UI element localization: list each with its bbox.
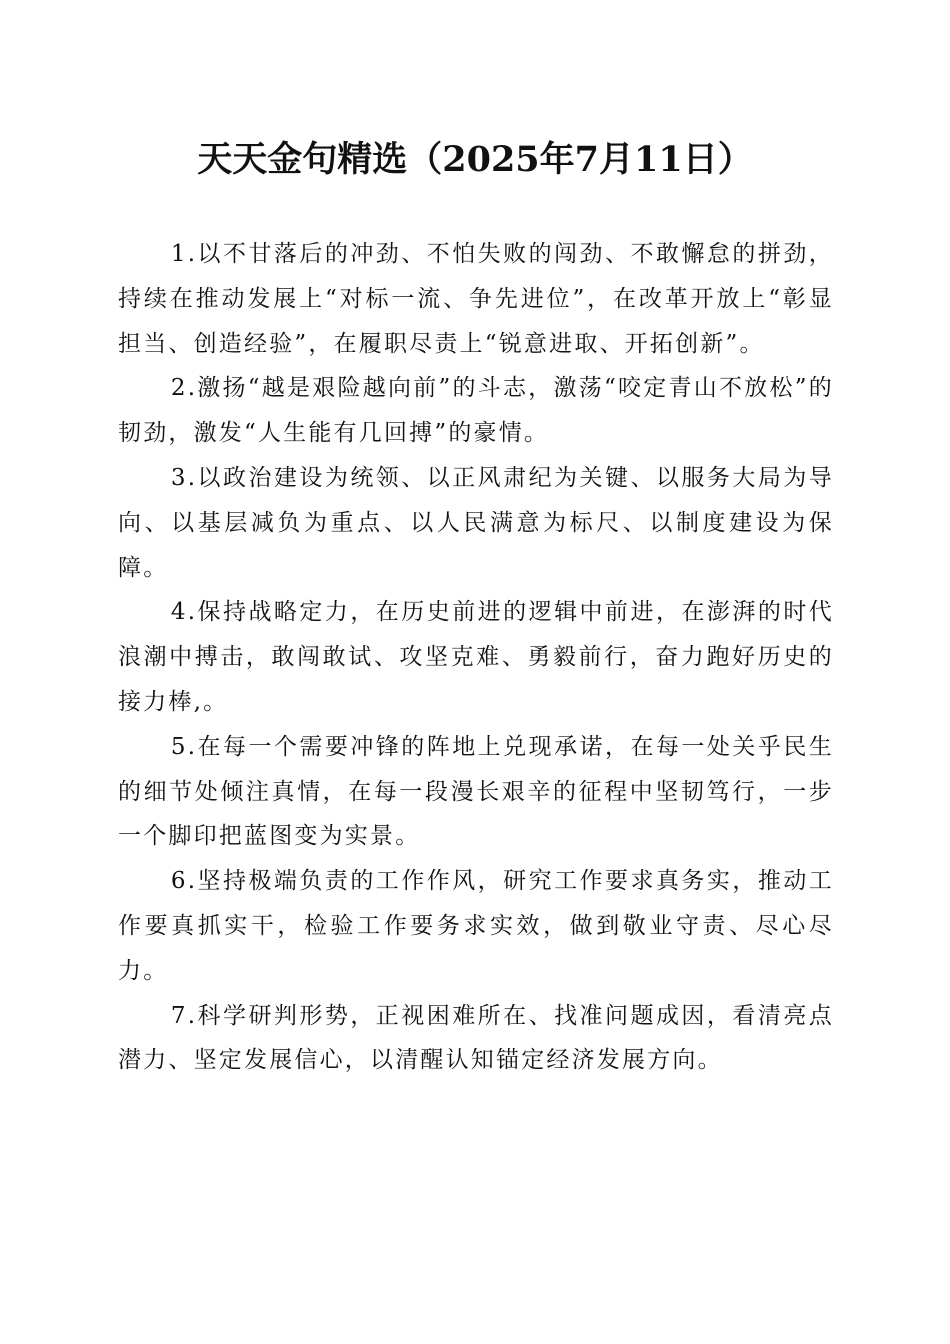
quote-paragraph-3: 3.以政治建设为统领、以正风肃纪为关键、以服务大局为导向、以基层减负为重点、以人民满意为标尺、以制度建设为保障。 xyxy=(118,464,834,581)
quote-paragraph-7: 7.科学研判形势，正视困难所在、找准问题成因，看清亮点潜力、坚定发展信心，以清醒认知锚定经济发展方向。 xyxy=(118,1002,834,1074)
quote-paragraph-4: 4.保持战略定力，在历史前进的逻辑中前进，在澎湃的时代浪潮中搏击，敢闯敢试、攻坚克难、勇毅前行，奋力跑好历史的接力棒,。 xyxy=(118,599,834,715)
quote-paragraph-6: 6.坚持极端负责的工作作风，研究工作要求真务实，推动工作要真抓实干，检验工作要务求实效，做到敬业守责、尽心尽力。 xyxy=(118,868,834,984)
quote-paragraph-5: 5.在每一个需要冲锋的阵地上兑现承诺，在每一处关乎民生的细节处倾注真情，在每一段漫长艰辛的征程中坚韧笃行，一步一个脚印把蓝图变为实景。 xyxy=(118,733,834,850)
quote-paragraph-1: 1.以不甘落后的冲劲、不怕失败的闯劲、不敢懈怠的拼劲，持续在推动发展上“对标一流、争先进位”，在改革开放上“彰显担当、创造经验”，在履职尽责上“锐意进取、开拓创新”。 xyxy=(118,241,834,357)
quote-paragraph-2: 2.激扬“越是艰险越向前”的斗志，激荡“咬定青山不放松”的韧劲，激发“人生能有几回搏”的豪情。 xyxy=(118,375,834,447)
document-body xyxy=(118,232,834,1083)
document-title: 天天金句精选（2025年7月11日） xyxy=(197,139,753,180)
